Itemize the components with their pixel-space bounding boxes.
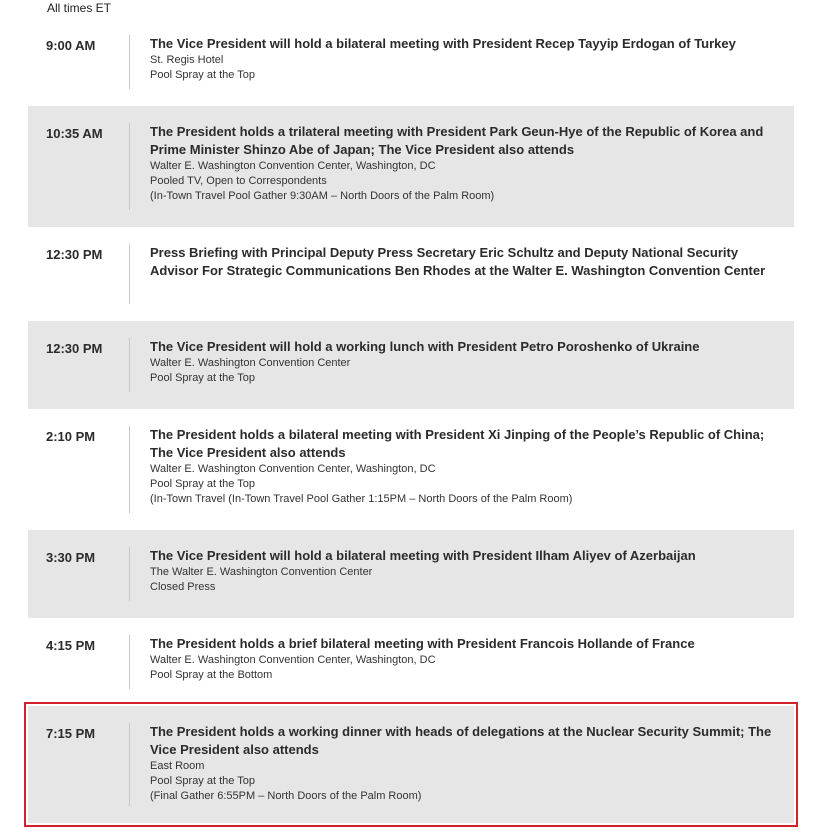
- event-time: 4:15 PM: [46, 638, 96, 653]
- event-press-coverage: Pool Spray at the Top: [150, 69, 255, 81]
- event-divider: [129, 123, 130, 210]
- event-time: 2:10 PM: [46, 429, 96, 444]
- schedule-event: [28, 530, 794, 618]
- event-title: The President holds a bilateral meeting with President Xi Jinping of the People’s Republic of China; The Vice President also attends: [150, 427, 765, 460]
- event-gather-note: (Final Gather 6:55PM – North Doors of the Palm Room): [150, 790, 422, 802]
- schedule-event: [28, 227, 794, 321]
- event-divider: [129, 635, 130, 689]
- event-location: Walter E. Washington Convention Center: [150, 357, 351, 369]
- timezone-note: All times ET: [47, 1, 112, 15]
- event-location: Walter E. Washington Convention Center, Washington, DC: [150, 160, 436, 172]
- highlighted-schedule-event: [28, 706, 794, 823]
- event-title: The President holds a trilateral meeting with President Park Geun-Hye of the Republic of Korea and Prime Minister Shinzo Abe of Japan; The Vice President also attends: [150, 124, 764, 157]
- event-title: Press Briefing with Principal Deputy Press Secretary Eric Schultz and Deputy National Security Advisor For Strategic Communications Ben Rhodes at the Walter E. Washington Convention Center: [150, 245, 766, 278]
- event-time: 12:30 PM: [46, 247, 103, 262]
- event-divider: [129, 244, 130, 304]
- schedule-event: [28, 409, 794, 530]
- event-divider: [129, 723, 130, 806]
- event-time: 9:00 AM: [46, 38, 96, 53]
- event-divider: [129, 338, 130, 392]
- event-location: East Room: [150, 760, 205, 772]
- event-content: [150, 123, 780, 204]
- event-time: 10:35 AM: [46, 126, 103, 141]
- event-press-coverage: Pooled TV, Open to Correspondents: [150, 175, 327, 187]
- event-title: The Vice President will hold a bilateral meeting with President Ilham Aliyev of Azerbaijan: [150, 548, 696, 563]
- event-press-coverage: Closed Press: [150, 581, 216, 593]
- event-time: 12:30 PM: [46, 341, 103, 356]
- event-time: 3:30 PM: [46, 550, 96, 565]
- event-title: The President holds a brief bilateral meeting with President Francois Hollande of France: [150, 636, 695, 651]
- event-time: 7:15 PM: [46, 726, 96, 741]
- schedule-event: [28, 618, 794, 706]
- event-location: The Walter E. Washington Convention Center: [150, 566, 373, 578]
- event-content: [150, 426, 780, 507]
- event-location: Walter E. Washington Convention Center, Washington, DC: [150, 463, 436, 475]
- event-divider: [129, 547, 130, 601]
- event-press-coverage: Pool Spray at the Bottom: [150, 669, 273, 681]
- event-divider: [129, 35, 130, 89]
- event-gather-note: (In-Town Travel (In-Town Travel Pool Gather 1:15PM – North Doors of the Palm Room): [150, 493, 573, 505]
- event-content: [150, 244, 780, 280]
- event-content: [150, 338, 780, 386]
- event-content: [150, 635, 780, 683]
- event-divider: [129, 426, 130, 513]
- event-press-coverage: Pool Spray at the Top: [150, 478, 255, 490]
- event-gather-note: (In-Town Travel Pool Gather 9:30AM – North Doors of the Palm Room): [150, 190, 495, 202]
- schedule-event: [28, 321, 794, 409]
- event-content: [150, 723, 780, 804]
- event-content: [150, 35, 780, 83]
- schedule-list: [28, 18, 794, 823]
- event-title: The Vice President will hold a working lunch with President Petro Poroshenko of Ukraine: [150, 339, 700, 354]
- event-title: The Vice President will hold a bilateral meeting with President Recep Tayyip Erdogan of Turkey: [150, 36, 736, 51]
- event-location: Walter E. Washington Convention Center, Washington, DC: [150, 654, 436, 666]
- schedule-event: [28, 106, 794, 227]
- event-location: St. Regis Hotel: [150, 54, 224, 66]
- event-press-coverage: Pool Spray at the Top: [150, 775, 255, 787]
- event-title: The President holds a working dinner with heads of delegations at the Nuclear Security Summit; The Vice President also attends: [150, 724, 772, 757]
- event-content: [150, 547, 780, 595]
- schedule-event: [28, 18, 794, 106]
- event-press-coverage: Pool Spray at the Top: [150, 372, 255, 384]
